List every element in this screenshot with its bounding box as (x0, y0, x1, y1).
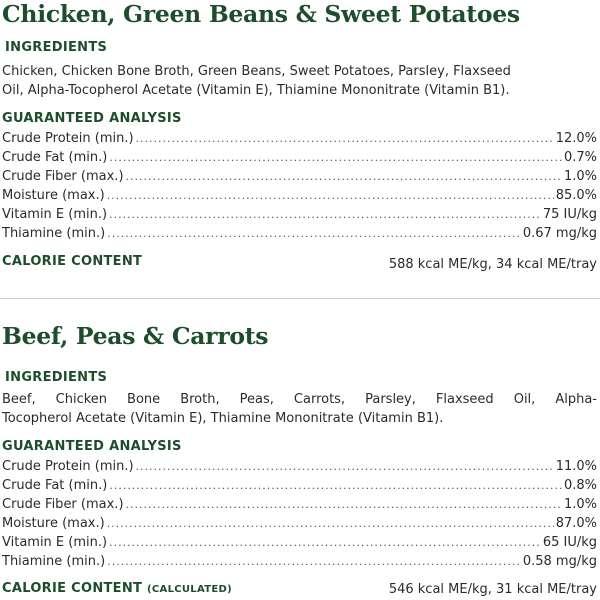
leader-dots (107, 189, 554, 202)
analysis-value: 85.0% (555, 188, 597, 203)
analysis-row (2, 131, 597, 150)
analysis-label: Crude Fiber (max.) (2, 169, 124, 184)
analysis-row (2, 535, 597, 554)
analysis-value: 87.0% (555, 516, 597, 531)
calorie-content-label: CALORIE CONTENT (2, 254, 143, 269)
ingredients-text (2, 62, 598, 100)
product-title: Beef, Peas & Carrots (2, 322, 269, 350)
analysis-row (2, 169, 597, 188)
analysis-row (2, 497, 597, 516)
leader-dots (126, 498, 562, 511)
analysis-label: Crude Protein (min.) (2, 131, 134, 146)
analysis-row (2, 478, 597, 497)
analysis-row (2, 516, 597, 535)
analysis-row (2, 207, 597, 226)
guaranteed-analysis-heading: GUARANTEED ANALYSIS (2, 111, 182, 126)
analysis-label: Vitamin E (min.) (2, 535, 108, 550)
analysis-label: Thiamine (min.) (2, 226, 106, 241)
analysis-value: 1.0% (563, 169, 597, 184)
leader-dots (136, 460, 554, 473)
analysis-value: 1.0% (563, 497, 597, 512)
ingredients-line: Tocopherol Acetate (Vitamin E), Thiamine Mononitrate (Vitamin B1). (2, 411, 444, 426)
leader-dots (126, 170, 562, 183)
leader-dots (107, 517, 554, 530)
calorie-content-heading (2, 254, 142, 269)
analysis-row (2, 226, 597, 245)
guaranteed-analysis-table (2, 131, 597, 245)
analysis-value: 65 IU/kg (542, 535, 597, 550)
leader-dots (107, 555, 521, 568)
leader-dots (107, 227, 521, 240)
analysis-value: 0.67 mg/kg (522, 226, 597, 241)
section-divider (0, 298, 600, 299)
analysis-label: Vitamin E (min.) (2, 207, 108, 222)
analysis-value: 0.7% (563, 150, 597, 165)
guaranteed-analysis-table (2, 459, 597, 573)
analysis-row (2, 554, 597, 573)
analysis-value: 0.58 mg/kg (522, 554, 597, 569)
analysis-label: Crude Fat (min.) (2, 150, 108, 165)
guaranteed-analysis-heading: GUARANTEED ANALYSIS (2, 439, 182, 454)
calorie-content-value: 546 kcal ME/kg, 31 kcal ME/tray (388, 582, 597, 597)
analysis-value: 75 IU/kg (542, 207, 597, 222)
analysis-label: Thiamine (min.) (2, 554, 106, 569)
ingredients-text (2, 390, 597, 428)
calorie-content-label: CALORIE CONTENT (2, 581, 143, 596)
leader-dots (109, 479, 562, 492)
analysis-label: Crude Fat (min.) (2, 478, 108, 493)
leader-dots (109, 208, 541, 221)
analysis-label: Moisture (max.) (2, 516, 105, 531)
leader-dots (109, 536, 541, 549)
ingredients-line: Beef, Chicken Bone Broth, Peas, Carrots, Parsley, Flaxseed Oil, Alpha- (2, 392, 597, 407)
analysis-row (2, 459, 597, 478)
ingredients-line: Chicken, Chicken Bone Broth, Green Beans, Sweet Potatoes, Parsley, Flaxseed (2, 64, 511, 79)
analysis-value: 11.0% (555, 459, 597, 474)
analysis-row (2, 188, 597, 207)
product-title: Chicken, Green Beans & Sweet Potatoes (2, 0, 520, 28)
leader-dots (109, 151, 562, 164)
calorie-content-value: 588 kcal ME/kg, 34 kcal ME/tray (388, 257, 597, 272)
ingredients-heading: INGREDIENTS (5, 370, 108, 385)
analysis-label: Crude Protein (min.) (2, 459, 134, 474)
calorie-content-note: (CALCULATED) (147, 584, 232, 595)
calorie-content-heading (2, 581, 232, 596)
analysis-value: 0.8% (563, 478, 597, 493)
analysis-row (2, 150, 597, 169)
analysis-value: 12.0% (555, 131, 597, 146)
analysis-label: Moisture (max.) (2, 188, 105, 203)
ingredients-line: Oil, Alpha-Tocopherol Acetate (Vitamin E), Thiamine Mononitrate (Vitamin B1). (2, 83, 510, 98)
ingredients-heading: INGREDIENTS (5, 40, 108, 55)
leader-dots (136, 132, 554, 145)
analysis-label: Crude Fiber (max.) (2, 497, 124, 512)
